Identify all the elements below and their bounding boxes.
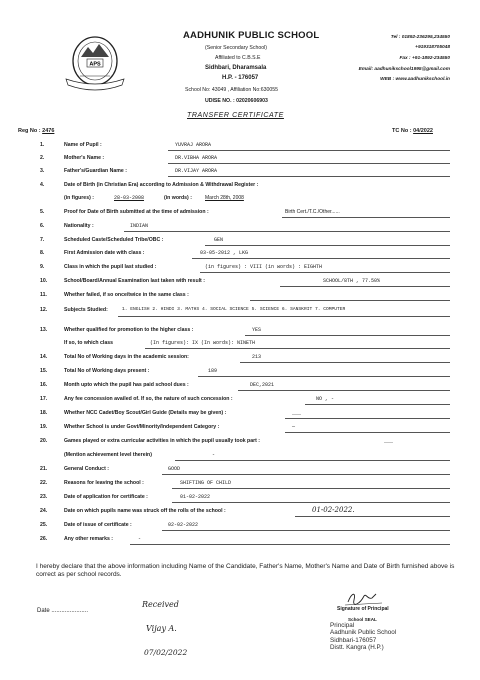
- row-label: Father's/Guardian Name :: [64, 168, 127, 174]
- fill-line: [124, 231, 450, 232]
- row-label: Date of issue of certificate :: [64, 522, 132, 528]
- row-number: 5.: [40, 209, 45, 215]
- fill-line: [192, 258, 450, 259]
- father-name: DR.VIJAY ARORA: [175, 168, 218, 174]
- dob-words: March 28th, 2008: [205, 195, 244, 201]
- reg-number: [18, 128, 54, 134]
- field-row: [0, 182, 480, 194]
- row-label: Any other remarks :: [64, 536, 114, 542]
- fill-line: [280, 286, 450, 287]
- row-number: 23.: [40, 494, 48, 500]
- fill-line: [245, 335, 450, 336]
- certificate-title: TRANSFER CERTIFICATE: [187, 112, 284, 119]
- stamp-line: Aadhunik Public School: [330, 629, 397, 637]
- field-row: [0, 327, 480, 339]
- row-label: Any fee concession availed of. If so, the nature of such concession :: [64, 396, 233, 402]
- row-label: Games played or extra curricular activities in which the pupil usually took part :: [64, 438, 261, 444]
- row-label: Date on which pupils name was struck off the rolls of the school :: [64, 508, 226, 514]
- dob-figures: 28-03-2008: [114, 195, 145, 201]
- field-row: [0, 292, 480, 304]
- reg-value: 2476: [42, 128, 55, 134]
- row-label: Total No of Working days present :: [64, 368, 150, 374]
- achievement-label: (Mention achievement level therein): [64, 452, 152, 458]
- row-number: 15.: [40, 368, 48, 374]
- stamp-line: Distt. Kangra (H.P.): [330, 644, 384, 652]
- other-remarks: -: [138, 536, 142, 542]
- fill-line: [238, 390, 450, 391]
- fill-line: [198, 376, 450, 377]
- stamp-line: Principal: [330, 622, 355, 629]
- promotion-qualified: YES: [252, 327, 262, 333]
- mobile: +919318705048: [415, 45, 450, 50]
- field-row: [0, 536, 480, 548]
- field-row: [0, 424, 480, 436]
- row-number: 14.: [40, 354, 48, 360]
- field-row: [0, 396, 480, 408]
- row-label: Proof for Date of Birth submitted at the time of admission :: [64, 209, 209, 215]
- nationality: INDIAN: [130, 223, 149, 229]
- field-row: [0, 209, 480, 221]
- fill-line: [168, 176, 450, 177]
- row-number: 8.: [40, 250, 45, 256]
- row-number: 26.: [40, 536, 48, 542]
- field-row: [0, 223, 480, 235]
- field-row: [0, 168, 480, 180]
- row-label: Class in which the pupil last studied :: [64, 264, 157, 270]
- udise-number: UDISE NO. : 02020606903: [205, 98, 268, 104]
- affiliation: Affiliated to C.B.S.E: [215, 55, 261, 61]
- row-number: 1.: [40, 142, 45, 148]
- fill-line: [172, 488, 450, 489]
- leaving-reason: SHIFTING OF CHILD: [180, 480, 232, 486]
- fill-line: [172, 502, 450, 503]
- dob-figures-label: (in figures) :: [64, 195, 94, 201]
- row-number: 17.: [40, 396, 48, 402]
- school-logo: [62, 33, 128, 95]
- row-label: Subjects Studied:: [64, 307, 108, 313]
- promotion-class: (In figures): IX (In words): NINETH: [150, 340, 256, 346]
- fill-line: [162, 474, 450, 475]
- fill-line: [285, 418, 450, 419]
- row-label: School/Board/Annual Examination last taken with result :: [64, 278, 205, 284]
- row-number: 24.: [40, 508, 48, 514]
- logo-text: APS: [89, 61, 101, 68]
- fill-line: [205, 245, 450, 246]
- tc-label: TC No :: [392, 128, 412, 134]
- field-row: [0, 480, 480, 492]
- row-number: 4.: [40, 182, 45, 188]
- row-number: 2.: [40, 155, 45, 161]
- dues-paid-upto: DEC,2021: [250, 382, 275, 388]
- row-number: 16.: [40, 382, 48, 388]
- row-number: 6.: [40, 223, 45, 229]
- seal-label: School SEAL: [348, 617, 377, 622]
- reg-label: Reg No :: [18, 128, 41, 134]
- fill-line: [162, 530, 450, 531]
- tc-number: [392, 128, 433, 134]
- row-number: 18.: [40, 410, 48, 416]
- general-conduct: GOOD: [168, 466, 181, 472]
- field-row: [0, 438, 480, 450]
- row-number: 20.: [40, 438, 48, 444]
- fill-line: [295, 516, 450, 517]
- row-label: Nationality :: [64, 223, 94, 229]
- fill-line: [168, 163, 450, 164]
- subjects-studied: 1. ENGLISH 2. HINDI 3. MATHS 4. SOCIAL SCIENCE 5. SCIENCE 6. SANSKRIT 7. COMPUTER: [122, 307, 346, 312]
- fill-line: [282, 217, 450, 218]
- school-subtitle: (Senior Secondary School): [205, 45, 267, 51]
- email: Email: aadhunikschool1995@gmail.com: [358, 67, 450, 72]
- extracurricular: ___: [384, 438, 394, 444]
- row-number: 12.: [40, 307, 48, 313]
- row-label: First Admission date with class :: [64, 250, 145, 256]
- last-class: (in figures) : VIII (in words) : EIGHTH: [205, 264, 323, 270]
- principal-signature: [330, 588, 440, 608]
- tc-value: 04/2022: [413, 128, 433, 134]
- fill-line: [250, 300, 450, 301]
- field-row: [0, 494, 480, 506]
- row-number: 21.: [40, 466, 48, 472]
- field-row: [0, 155, 480, 167]
- principal-stamp: [330, 622, 396, 652]
- days-present: 189: [208, 368, 218, 374]
- field-row: [0, 237, 480, 249]
- pupil-name: YUVRAJ ARORA: [175, 142, 212, 148]
- pin-code: H.P. - 176057: [222, 75, 259, 81]
- row-label: Name of Pupil :: [64, 142, 102, 148]
- row-label: Date of application for certificate :: [64, 494, 148, 500]
- first-admission: 03-05-2012 , LKG: [200, 250, 249, 256]
- row-number: 7.: [40, 237, 45, 243]
- town: Sidhbari, Dharamsala: [205, 65, 267, 71]
- telephone: Tel : 01892-236295,234550: [390, 35, 450, 40]
- field-row: [0, 307, 480, 319]
- row-label: Whether qualified for promotion to the higher class :: [64, 327, 194, 333]
- working-days: 213: [252, 354, 262, 360]
- row-number: 11.: [40, 292, 47, 298]
- fill-line: [285, 432, 450, 433]
- achievement-row: [0, 452, 480, 464]
- field-row: [0, 278, 480, 290]
- field-row: [0, 466, 480, 478]
- field-row: [0, 410, 480, 422]
- date-label: Date ......................: [37, 608, 89, 614]
- fill-line: [305, 404, 450, 405]
- received-note: Received: [142, 600, 179, 609]
- row-label: Mother's Name :: [64, 155, 105, 161]
- promotion-class-label: If so, to which class: [64, 340, 114, 346]
- category: GEN: [214, 237, 224, 243]
- fill-line: [145, 348, 450, 349]
- mother-name: DR.VIBHA ARORA: [175, 155, 218, 161]
- row-number: 3.: [40, 168, 45, 174]
- school-number: School No: 43049 , Affiliation No:630055: [185, 87, 279, 93]
- issue-date: 02-02-2022: [168, 522, 199, 528]
- field-row: [0, 142, 480, 154]
- application-date: 01-02-2022: [180, 494, 211, 500]
- row-number: 10.: [40, 278, 48, 284]
- fax: Fax : +91-1892-234550: [399, 56, 450, 61]
- row-label: Reasons for leaving the school :: [64, 480, 144, 486]
- row-number: 22.: [40, 480, 48, 486]
- field-row: [0, 382, 480, 394]
- received-by: Vijay A.: [146, 624, 177, 633]
- row-label: Whether School is under Govt/Minority/Independent Category :: [64, 424, 220, 430]
- promotion-class-row: [0, 340, 480, 352]
- dob-row: [0, 195, 480, 207]
- field-row: [0, 354, 480, 366]
- row-label: Total No of Working days in the academic session:: [64, 354, 189, 360]
- row-number: 25.: [40, 522, 48, 528]
- stamp-line: Sidhbari-176057: [330, 636, 377, 644]
- struck-off-date: 01-02-2022.: [312, 506, 355, 514]
- fill-line: [118, 316, 450, 317]
- row-label: General Conduct :: [64, 466, 109, 472]
- achievement-level: -: [212, 452, 216, 458]
- fill-line: [200, 272, 450, 273]
- school-category: —: [292, 424, 296, 430]
- signature-label: Signature of Principal: [337, 606, 389, 612]
- field-row: [0, 368, 480, 380]
- row-label: Whether failed, if so once/twice in the same class :: [64, 292, 189, 298]
- school-name: AADHUNIK PUBLIC SCHOOL: [183, 30, 320, 41]
- declaration-text: I hereby declare that the above information including Name of the Candidate, Father's Name, Mother's Name and Date of Birth furnished above is correct as per school records.: [36, 563, 455, 578]
- row-number: 13.: [40, 327, 48, 333]
- fill-line: [175, 460, 450, 461]
- row-number: 19.: [40, 424, 48, 430]
- received-date: 07/02/2022: [144, 648, 188, 657]
- row-number: 9.: [40, 264, 45, 270]
- last-exam: SCHOOL/8TH , 77.50%: [323, 278, 381, 284]
- fill-line: [130, 544, 450, 545]
- fill-line: [240, 362, 450, 363]
- website: WEB : www.aadhunikschool.in: [380, 77, 450, 82]
- row-label: Date of Birth (in Christian Era) according to Admission & Withdrawal Register :: [64, 182, 259, 188]
- row-label: Scheduled Caste/Scheduled Tribe/OBC :: [64, 237, 164, 243]
- fill-line: [168, 150, 450, 151]
- field-row: [0, 250, 480, 262]
- row-label: Whether NCC Cadet/Boy Scout/Girl Guide (Details may be given) :: [64, 410, 227, 416]
- row-label: Month upto which the pupil has paid school dues :: [64, 382, 189, 388]
- fee-concession: NO , -: [316, 396, 335, 402]
- field-row: [0, 508, 480, 520]
- dob-words-label: (in words) :: [164, 195, 192, 201]
- field-row: [0, 522, 480, 534]
- ncc-scout: ___: [292, 410, 302, 416]
- dob-proof: Birth Cert./T.C./Other......: [285, 209, 340, 215]
- field-row: [0, 264, 480, 276]
